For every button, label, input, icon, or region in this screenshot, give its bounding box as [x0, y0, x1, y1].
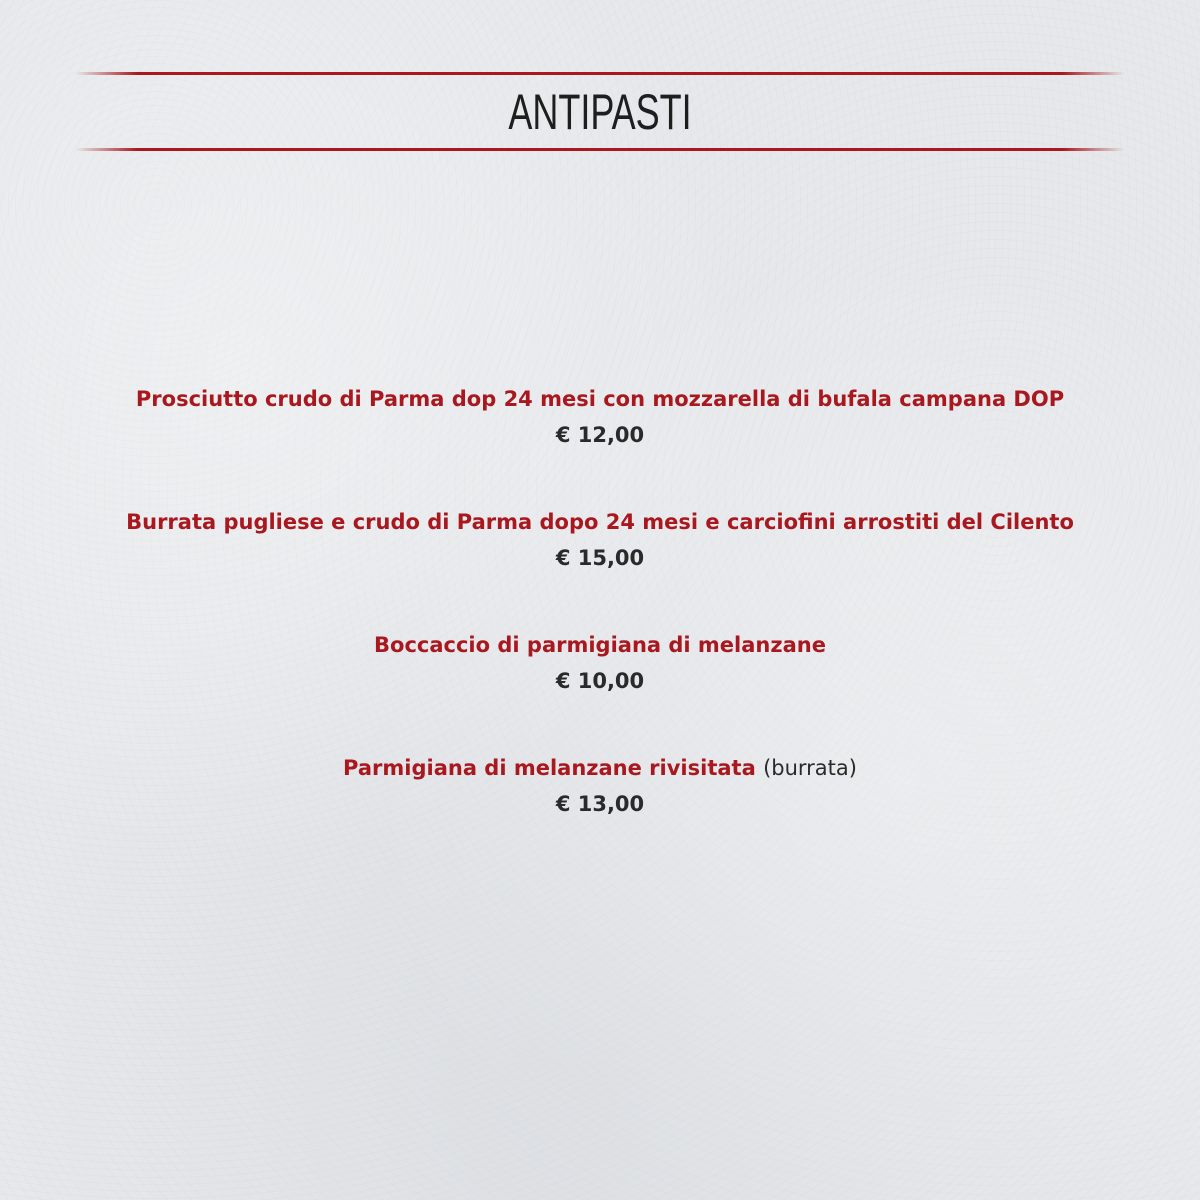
menu-item [0, 382, 1200, 505]
menu-item-name: Parmigiana di melanzane rivisitata [343, 756, 756, 780]
menu-item [0, 751, 1200, 874]
menu-item-price: € 13,00 [555, 792, 645, 816]
menu-item-name-wrap [0, 628, 1200, 662]
menu-item [0, 628, 1200, 751]
menu-items-list [0, 382, 1200, 874]
menu-item-name-wrap [0, 505, 1200, 539]
menu-item-note: (burrata) [763, 756, 857, 780]
menu-item-name-wrap [0, 382, 1200, 416]
menu-item-price: € 15,00 [555, 546, 645, 570]
menu-item-name: Boccaccio di parmigiana di melanzane [374, 633, 826, 657]
header-top-rule [75, 72, 1125, 75]
menu-item-name: Prosciutto crudo di Parma dop 24 mesi con mozzarella di bufala campana DOP [135, 387, 1065, 411]
menu-item-price: € 10,00 [555, 669, 645, 693]
section-header [75, 72, 1125, 154]
menu-item-price: € 12,00 [555, 423, 645, 447]
menu-item-name: Burrata pugliese e crudo di Parma dopo 24 mesi e carciofini arrostiti del Cilento [126, 510, 1074, 534]
menu-item [0, 505, 1200, 628]
header-bottom-rule [75, 148, 1125, 151]
section-title: ANTIPASTI [508, 84, 692, 140]
menu-item-name-wrap [0, 751, 1200, 785]
